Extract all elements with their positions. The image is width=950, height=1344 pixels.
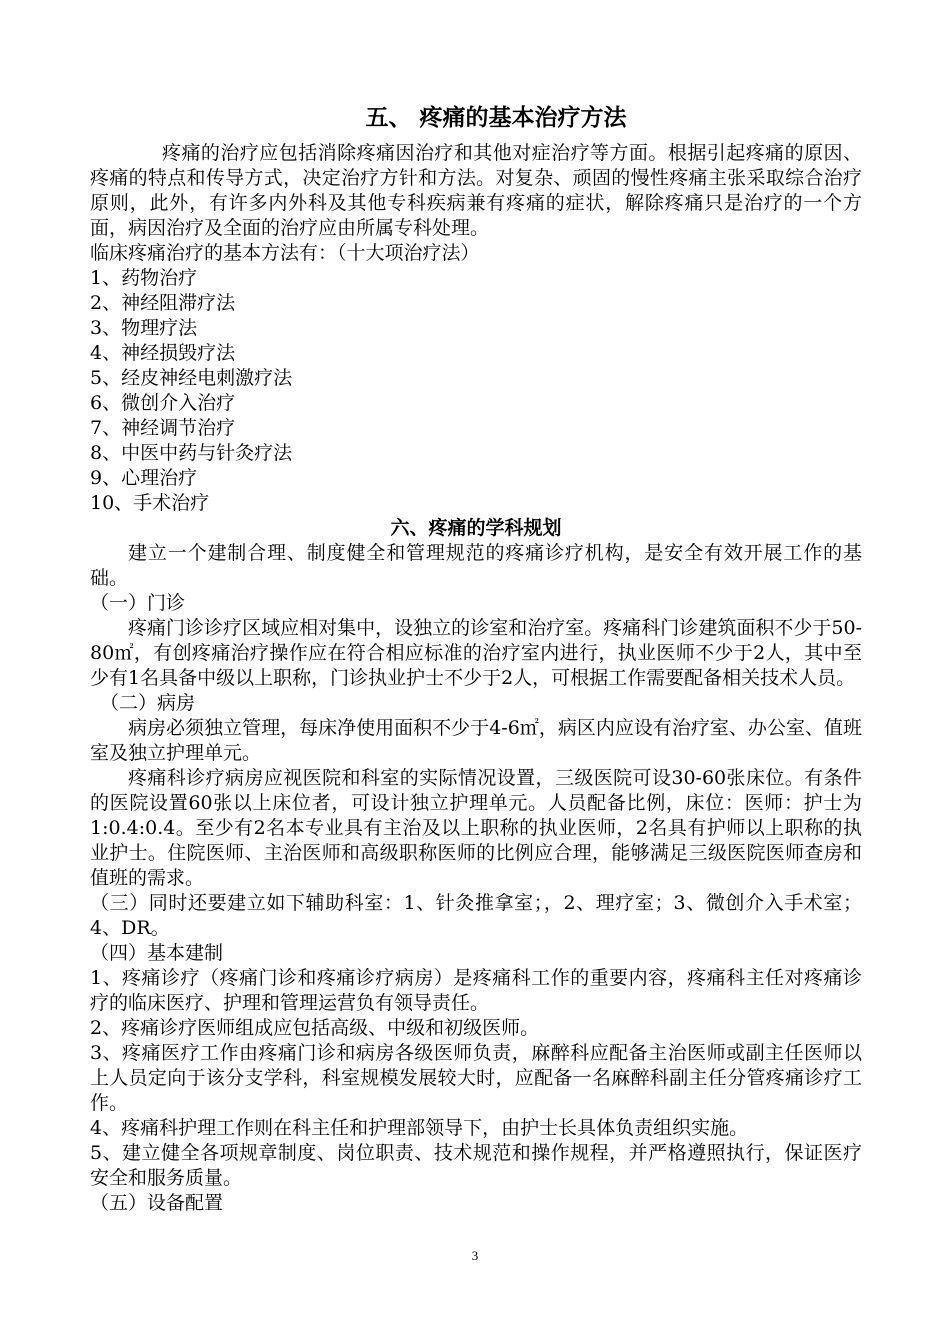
method-item: 2、神经阻滞疗法 (90, 292, 236, 314)
section-6-intro: 建立一个建制合理、制度健全和管理规范的疼痛诊疗机构，是安全有效开展工作的基础。 (90, 542, 862, 589)
method-item: 8、中医中药与针灸疗法 (90, 442, 293, 464)
section-5-title: 五、 疼痛的基本治疗方法 (365, 104, 627, 131)
method-item: 5、经皮神经电刺激疗法 (90, 367, 293, 389)
ward-heading: （二）病房 (100, 692, 196, 714)
section-5-intro: 疼痛的治疗应包括消除疼痛因治疗和其他对症治疗等方面。根据引起疼痛的原因、疼痛的特点和传导方式，决定治疗方针和方法。对复杂、顽固的慢性疼痛主张采取综合治疗原则，此外，有许多内外科及其他专科疾病兼有疼痛的症状，解除疼痛只是治疗的一个方面，病因治疗及全面的治疗应由所属专科处理。 (90, 142, 862, 239)
basic-structure-item: 1、疼痛诊疗（疼痛门诊和疼痛诊疗病房）是疼痛科工作的重要内容，疼痛科主任对疼痛诊疗的临床医疗、护理和管理运营负有领导责任。 (90, 967, 862, 1014)
aux-departments-text: （三）同时还要建立如下辅助科室：1、针灸推拿室；，2、理疗室；3、微创介入手术室；4、DR。 (90, 892, 862, 939)
basic-structure-heading: （四）基本建制 (90, 942, 224, 964)
page-content (90, 103, 862, 1216)
method-item: 4、神经损毁疗法 (90, 342, 236, 364)
clinic-heading: （一）门诊 (90, 592, 186, 614)
equipment-heading: （五）设备配置 (90, 1192, 224, 1214)
page-number: 3 (471, 1248, 479, 1263)
methods-heading: 临床疼痛治疗的基本方法有：（十大项治疗法） (90, 242, 480, 264)
method-item: 7、神经调节治疗 (90, 417, 236, 439)
basic-structure-item: 4、疼痛科护理工作则在科主任和护理部领导下，由护士长具体负责组织实施。 (90, 1117, 749, 1139)
basic-structure-item: 2、疼痛诊疗医师组成应包括高级、中级和初级医师。 (90, 1017, 540, 1039)
basic-structure-item: 5、建立健全各项规章制度、岗位职责、技术规范和操作规程，并严格遵照执行，保证医疗安全和服务质量。 (90, 1142, 862, 1189)
basic-structure-item: 3、疼痛医疗工作由疼痛门诊和病房各级医师负责，麻醉科应配备主治医师或副主任医师以上人员定向于该分支学科，科室规模发展较大时，应配备一名麻醉科副主任分管疼痛诊疗工作。 (90, 1042, 862, 1114)
clinic-text: 疼痛门诊诊疗区域应相对集中，设独立的诊室和治疗室。疼痛科门诊建筑面积不少于50-80㎡，有创疼痛治疗操作应在符合相应标准的治疗室内进行，执业医师不少于2人，其中至少有1名具备中级以上职称，门诊执业护士不少于2人，可根据工作需要配备相关技术人员。 (90, 617, 862, 689)
ward-text-2: 疼痛科诊疗病房应视医院和科室的实际情况设置，三级医院可设30-60张床位。有条件的医院设置60张以上床位者，可设计独立护理单元。人员配备比例，床位：医师：护士为1:0.4:0.4。至少有2名本专业具有主治及以上职称的执业医师，2名具有护师以上职称的执业护士。住院医师、主治医师和高级职称医师的比例应合理，能够满足三级医院医师查房和值班的需求。 (90, 767, 862, 889)
ward-text-1: 病房必须独立管理，每床净使用面积不少于4-6㎡，病区内应设有治疗室、办公室、值班室及独立护理单元。 (90, 717, 862, 764)
method-item: 1、药物治疗 (90, 267, 198, 289)
method-item: 10、手术治疗 (90, 492, 210, 514)
method-item: 6、微创介入治疗 (90, 392, 236, 414)
method-item: 3、物理疗法 (90, 317, 198, 339)
methods-list (90, 266, 862, 516)
section-6-title: 六、疼痛的学科规划 (390, 517, 562, 539)
method-item: 9、心理治疗 (90, 467, 198, 489)
